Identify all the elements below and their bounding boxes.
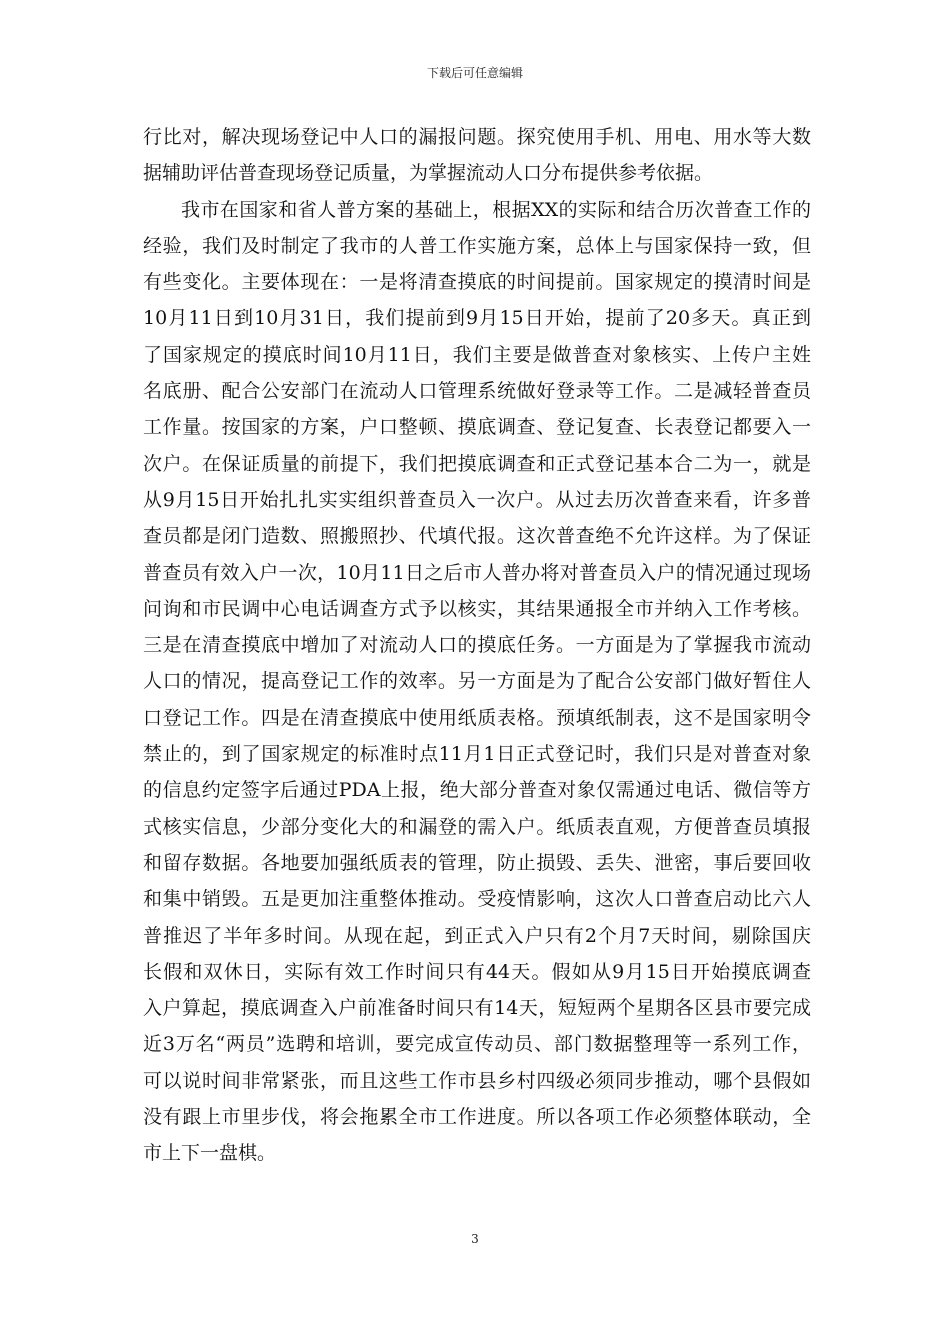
text-line: 行比对，解决现场登记中人口的漏报问题。探究使用手机、用电、用水等大数: [143, 126, 811, 148]
text-line: 次户。在保证质量的前提下，我们把摸底调查和正式登记基本合二为一，就是: [143, 452, 811, 475]
text-line: 人口的情况，提高登记工作的效率。另一方面是为了配合公安部门做好暂住人: [143, 670, 811, 693]
text-line: 入户算起，摸底调查入户前准备时间只有14天，短短两个星期各区县市要完成: [143, 997, 811, 1020]
text-line: 名底册、配合公安部门在流动人口管理系统做好登录等工作。二是减轻普查员: [143, 380, 811, 403]
text-line: 普查员有效入户一次，10月11日之后市人普办将对普查员入户的情况通过现场: [143, 561, 811, 584]
document-body: [143, 119, 811, 1172]
page-number: 3: [471, 1232, 479, 1246]
text-line: 和集中销毁。五是更加注重整体推动。受疫情影响，这次人口普查启动比六人: [143, 888, 811, 911]
text-line: 普推迟了半年多时间。从现在起，到正式入户只有2个月7天时间，剔除国庆: [143, 924, 811, 947]
text-line: 口登记工作。四是在清查摸底中使用纸质表格。预填纸制表，这不是国家明令: [143, 706, 811, 729]
text-line: 经验，我们及时制定了我市的人普工作实施方案，总体上与国家保持一致，但: [143, 234, 811, 257]
text-line: 工作量。按国家的方案，户口整顿、摸底调查、登记复查、长表登记都要入一: [143, 416, 811, 439]
page-header: 下载后可任意编辑: [426, 66, 523, 80]
text-line: 和留存数据。各地要加强纸质表的管理，防止损毁、丢失、泄密，事后要回收: [143, 851, 811, 874]
text-line: 的信息约定签字后通过PDA上报，绝大部分普查对象仅需通过电话、微信等方: [143, 779, 811, 802]
text-line: 式核实信息，少部分变化大的和漏登的需入户。纸质表直观，方便普查员填报: [143, 815, 811, 838]
text-line: 从9月15日开始扎扎实实组织普查员入一次户。从过去历次普查来看，许多普: [143, 488, 811, 511]
text-line: 禁止的，到了国家规定的标准时点11月1日正式登记时，我们只是对普查对象: [143, 743, 811, 766]
text-line: 查员都是闭门造数、照搬照抄、代填代报。这次普查绝不允许这样。为了保证: [143, 525, 811, 548]
text-line: 了国家规定的摸底时间10月11日，我们主要是做普查对象核实、上传户主姓: [143, 343, 811, 366]
text-line: 问询和市民调中心电话调查方式予以核实，其结果通报全市并纳入工作考核。: [143, 597, 811, 620]
text-line: 10月11日到10月31日，我们提前到9月15日开始，提前了20多天。真正到: [143, 307, 811, 330]
text-line: 市上下一盘棋。: [143, 1142, 277, 1165]
text-line: 有些变化。主要体现在：一是将清查摸底的时间提前。国家规定的摸清时间是: [143, 271, 811, 294]
text-line-paragraph-start: 我市在国家和省人普方案的基础上，根据XX的实际和结合历次普查工作的: [181, 198, 811, 221]
text-line: 长假和双休日，实际有效工作时间只有44天。假如从9月15日开始摸底调查: [143, 960, 811, 983]
text-line: 可以说时间非常紧张，而且这些工作市县乡村四级必须同步推动，哪个县假如: [143, 1069, 811, 1092]
text-line: 三是在清查摸底中增加了对流动人口的摸底任务。一方面是为了掌握我市流动: [143, 634, 811, 657]
text-line: 据辅助评估普查现场登记质量，为掌握流动人口分布提供参考依据。: [143, 162, 714, 185]
text-line: 近3万名“两员”选聘和培训，要完成宣传动员、部门数据整理等一系列工作，: [143, 1033, 811, 1056]
text-line: 没有跟上市里步伐，将会拖累全市工作进度。所以各项工作必须整体联动，全: [143, 1106, 811, 1129]
